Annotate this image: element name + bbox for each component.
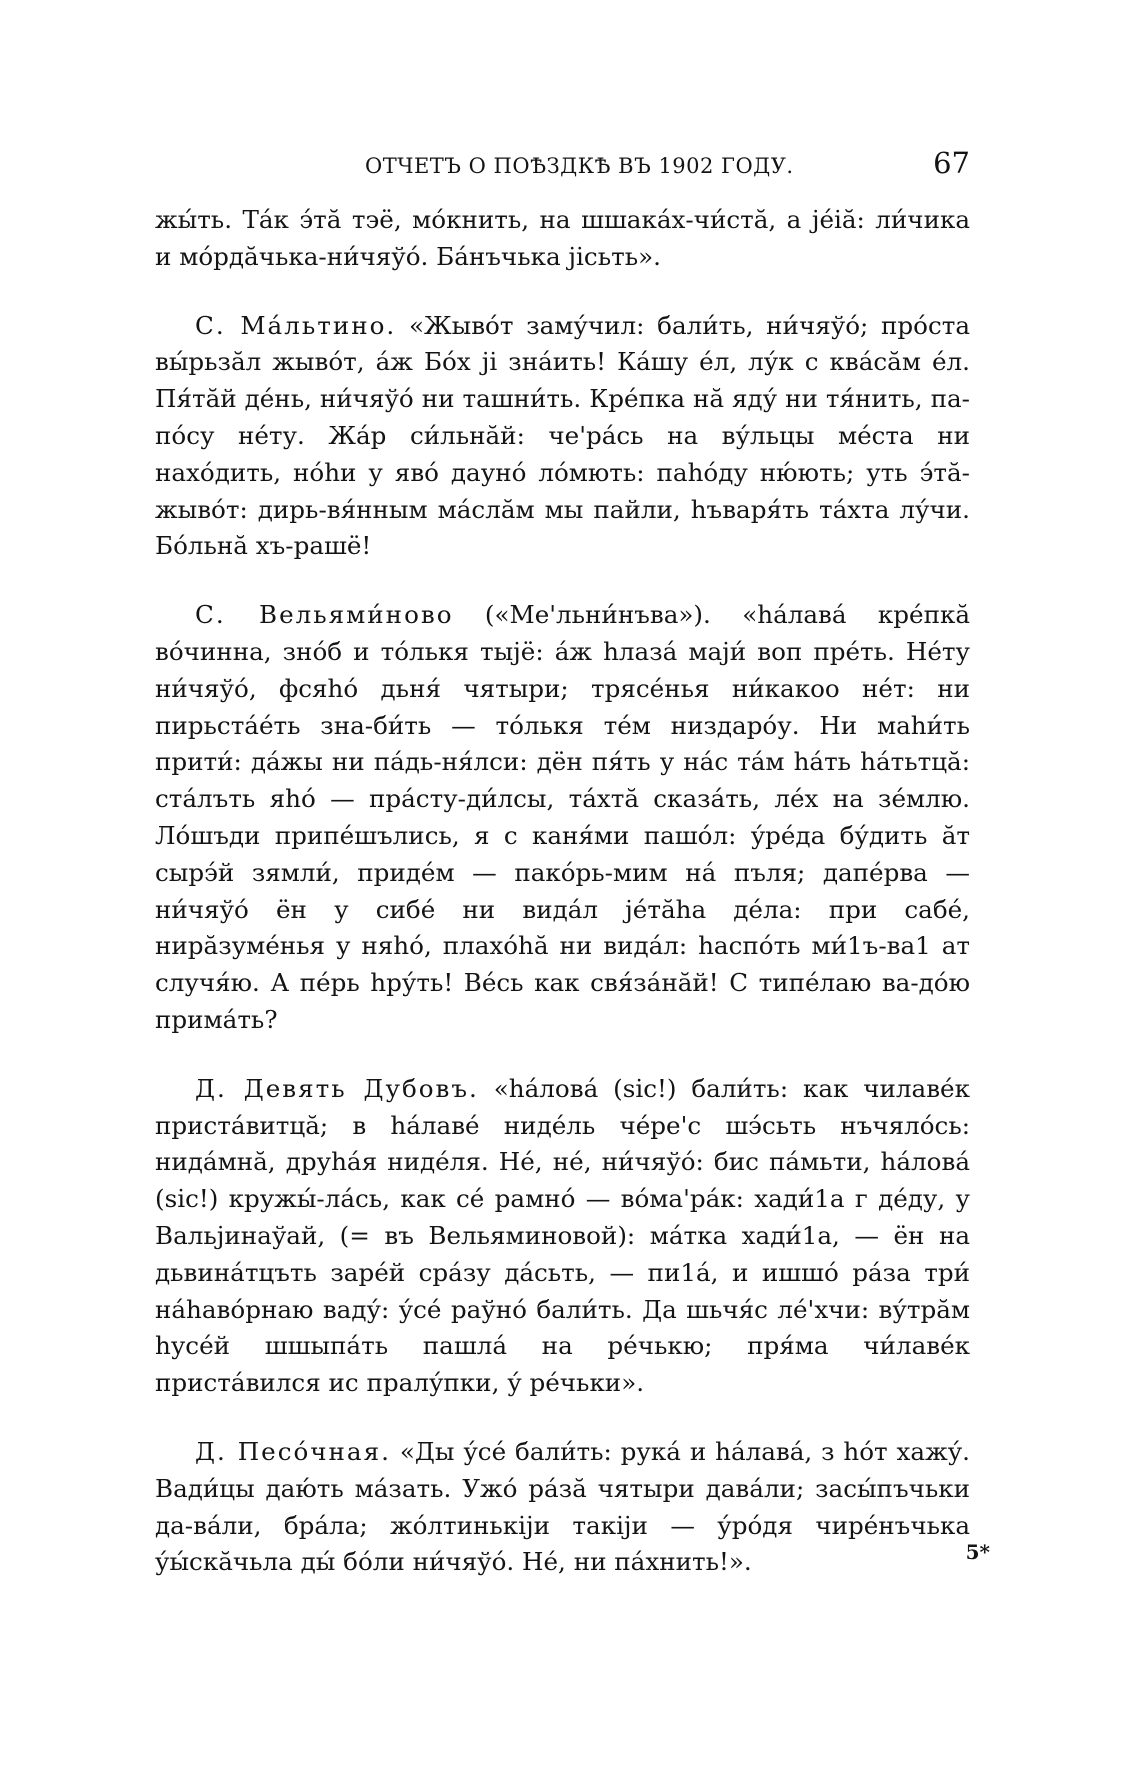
paragraph-text: «Ды у́се́ бали́ть: рука́ и hа́лава́, з hо́т хажу́. Вади́цы даю́ть ма́зать. Ужо́ ра́зă чятыри дава́ли; засы́пъчьки да-ва́ли, бра́ла; жо́лтинькіjи такіjи — у́ро́дя чире́нъчька у́ы́скăчьла ды́ бо́ли ни́чяўо́. Не́, ни па́хнить!». [155, 1436, 971, 1577]
paragraph-text: «hа́лова́ (sic!) бали́ть: как чилаве́к приста́витцă; в hа́лаве́ ниде́ль че́ре'с шэ́сьть нъчяло́сь: нида́мнă, друhа́я ниде́ля. Не́, не́, ни́чяўо́: бис па́мьти, hа́лова́ (sic!) кружы́-ла́сь, как се́ рамно́ — во́ма'ра́к: хади́1а г де́ду, у Вальjинаўай, (= въ Вельяминовой): ма́тка хади́1а, — ён на дьвина́тцъть заре́й сра́зу да́сьть, — пи1а́, и ишшо́ ра́за три́ на́hаво́рнаю ваду́: у́се́ раўно́ бали́ть. Да шьчя́с ле́'хчи: ву́трăм hусе́й шшыпа́ть пашла́ на ре́чькю; пря́ма чи́лаве́к приста́вился ис пралу́пки, у́ ре́чьки». [155, 1073, 970, 1398]
paragraph-maltino [155, 308, 970, 566]
paragraph-pesochnaya [155, 1434, 970, 1581]
page-number: 67 [933, 146, 970, 180]
paragraph-velyaminovo [155, 597, 970, 1039]
paragraph-text: «Жыво́т заму́чил: бали́ть, ни́чяўо́; про́ста вы́рьзăл жыво́т, а́ж Бо́х jі зна́ить! Ка́шу е́л, лу́к с ква́сăм е́л. Пя́тăй де́нь, ни́чяўо́ ни ташни́ть. Кре́пка нă яду́ ни тя́нить, па-по́су не́ту. Жа́р си́льнăй: че'ра́сь на ву́льцы ме́ста ни нахо́дить, но́hи у яво́ дауно́ ло́мють: паhо́ду ню́ють; уть э́тă-жыво́т: дирь-вя́нным ма́слăм мы пайли, hъваря́ть та́хта лу́чи. Бо́льнă хъ-рашё! [155, 310, 970, 561]
paragraph-devyat-dubov [155, 1071, 970, 1402]
place-name: Д. Девять Дубовъ. [195, 1073, 479, 1103]
paragraph-text: («Ме'льни́нъва»). «hа́лава́ кре́пкă во́чинна, зно́б и то́лькя тыjё: а́ж hлаза́ маjи́ воп пре́ть. Не́ту ни́чяўо́, фсяhо́ дьня́ чятыри; трясе́нья ни́какоо не́т: ни пирьста́е́ть зна-би́ть — то́лькя те́м низдаро́у. Ни маhи́ть прити́: да́жы ни па́дь-ня́лси: дён пя́ть у на́с та́м hа́ть hа́тьтцă: ста́лъть яhо́ — пра́сту-ди́лсы, та́хтă сказа́ть, ле́х на зе́млю. Ло́шъди припе́шълись, я с каня́ми пашо́л: у́ре́да бу́дить ăт сырэ́й зямли́, приде́м — пако́рь-мим на́ пъля; дапе́рва — ни́чяўо́ ён у сибе́ ни вида́л jе́тăhа де́ла: при сабе́, нирăзуме́нья у няhо́, плахо́hă ни вида́л: hаспо́ть ми́1ъ-ва1 ат случя́ю. А пе́рь hру́ть! Ве́сь как свя́за́нăй! С типе́лаю ва-до́ю прима́ть? [155, 600, 970, 1034]
running-header [155, 140, 970, 188]
header-title: ОТЧЕТЪ О ПОѢЗДКѢ ВЪ 1902 ГОДУ. [365, 154, 794, 178]
signature-mark: 5* [965, 1540, 990, 1564]
place-name: С. Ма́льтино. [195, 310, 397, 340]
place-name: С. Вельями́ново [195, 600, 454, 630]
paragraph-text: жы́ть. Та́к э́тă тэё, мо́книть, на шшака́х-чи́стă, а jе́iă: ли́чика и мо́рдăчька-ни́чяўо́. Ба́нъчька jісьть». [155, 205, 970, 271]
page-body [155, 140, 970, 1581]
place-name: Д. Песо́чная. [195, 1436, 391, 1466]
paragraph-continuation [155, 202, 970, 276]
